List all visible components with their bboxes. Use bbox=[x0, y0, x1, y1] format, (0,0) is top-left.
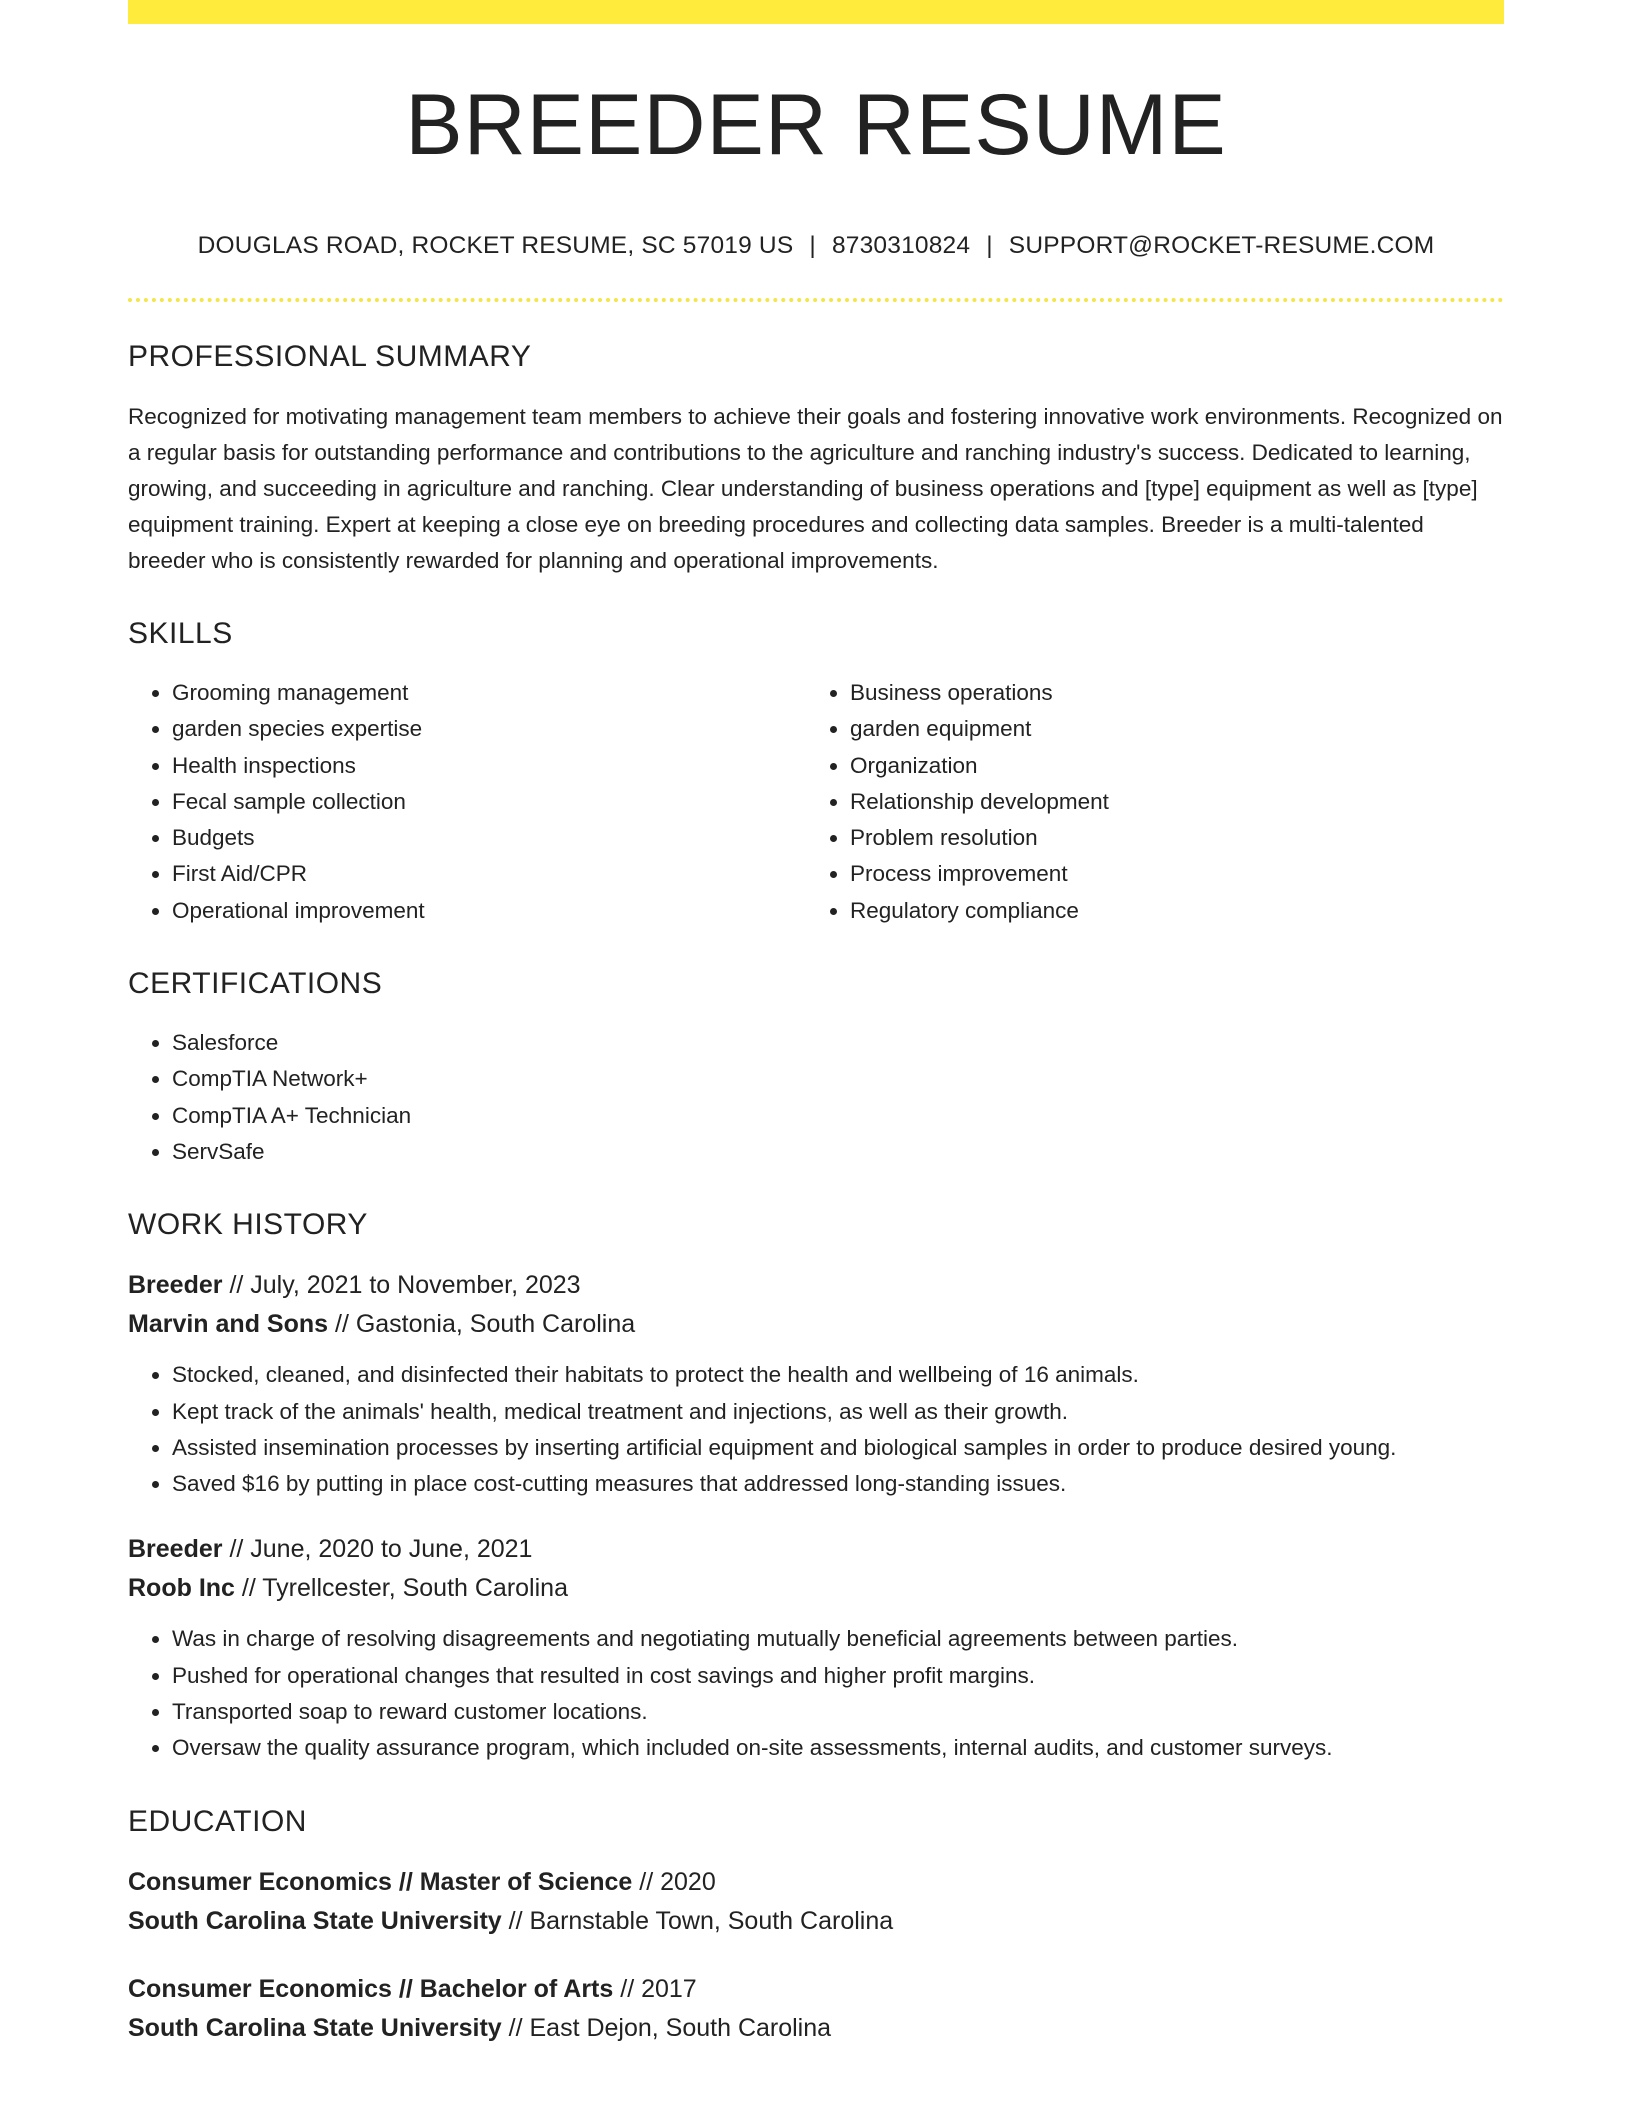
job-company-line bbox=[128, 1305, 1504, 1343]
skill-item: • Regulatory compliance bbox=[850, 893, 1484, 929]
job-location: // Gastonia, South Carolina bbox=[328, 1310, 636, 1339]
certification-item: • CompTIA Network+ bbox=[172, 1061, 1504, 1097]
education-heading: EDUCATION bbox=[128, 1804, 307, 1838]
work-history-section bbox=[128, 1210, 1504, 1766]
summary-heading: PROFESSIONAL SUMMARY bbox=[128, 340, 532, 373]
job-bullet: • Assisted insemination processes by inserting artificial equipment and biological samples in order to produce desired young. bbox=[172, 1430, 1504, 1466]
skill-item: • Operational improvement bbox=[172, 893, 806, 929]
skill-item: • First Aid/CPR bbox=[172, 856, 806, 892]
work-history-heading: WORK HISTORY bbox=[128, 1208, 368, 1242]
job-title-line bbox=[128, 1266, 1504, 1304]
degree-line bbox=[128, 1970, 1504, 2008]
school-line bbox=[128, 1902, 1504, 1940]
certifications-section bbox=[128, 969, 1504, 1170]
skill-item: • Business operations bbox=[850, 675, 1484, 711]
skills-columns bbox=[128, 675, 1504, 929]
skill-item: • garden equipment bbox=[850, 711, 1484, 747]
job-bullet: • Stocked, cleaned, and disinfected their habitats to protect the health and wellbeing of 16 animals. bbox=[172, 1357, 1504, 1393]
school-location: // East Dejon, South Carolina bbox=[501, 2013, 832, 2042]
certification-item: • CompTIA A+ Technician bbox=[172, 1098, 1504, 1134]
degree: Consumer Economics // Bachelor of Arts bbox=[128, 1974, 614, 2003]
skill-item: • Problem resolution bbox=[850, 820, 1484, 856]
contact-separator: | bbox=[809, 232, 816, 259]
skill-item: • Health inspections bbox=[172, 748, 806, 784]
certification-item: • ServSafe bbox=[172, 1134, 1504, 1170]
education-entry bbox=[128, 1863, 1504, 1940]
job-company-line bbox=[128, 1569, 1504, 1607]
top-accent-bar bbox=[128, 0, 1504, 24]
summary-text: Recognized for motivating management team members to achieve their goals and fostering innovative work environments. Recognized on a regular basis for outstanding performance and contributions to the agriculture and ranching industry's success. Dedicated to learning, growing, and succeeding in agriculture and ranching. Clear understanding of business operations and [type] equipment as well as [type] equipment training. Expert at keeping a close eye on breeding procedures and collecting data samples. Breeder is a multi-talented breeder who is consistently rewarded for planning and operational improvements. bbox=[128, 404, 1503, 573]
job-entry bbox=[128, 1266, 1504, 1502]
skill-item: • Relationship development bbox=[850, 784, 1484, 820]
job-title: Breeder bbox=[128, 1535, 223, 1564]
contact-email: SUPPORT@ROCKET-RESUME.COM bbox=[1008, 232, 1435, 259]
job-title: Breeder bbox=[128, 1271, 223, 1300]
degree-year: // 2020 bbox=[632, 1867, 716, 1896]
school-location: // Barnstable Town, South Carolina bbox=[501, 1906, 894, 1935]
resume-page bbox=[128, 0, 1504, 2047]
certifications-heading: CERTIFICATIONS bbox=[128, 967, 383, 1001]
job-bullet: • Was in charge of resolving disagreements and negotiating mutually beneficial agreements between parties. bbox=[172, 1621, 1504, 1657]
skill-item: • Fecal sample collection bbox=[172, 784, 806, 820]
contact-address: DOUGLAS ROAD, ROCKET RESUME, SC 57019 US bbox=[197, 232, 794, 259]
job-bullets bbox=[128, 1621, 1504, 1766]
summary-section bbox=[128, 342, 1504, 579]
skills-right-list bbox=[806, 675, 1484, 929]
job-dates: // July, 2021 to November, 2023 bbox=[222, 1271, 581, 1300]
job-bullet: • Kept track of the animals' health, medical treatment and injections, as well as their growth. bbox=[172, 1394, 1504, 1430]
school-line bbox=[128, 2009, 1504, 2047]
education-section bbox=[128, 1804, 1504, 2047]
skill-item: • Budgets bbox=[172, 820, 806, 856]
job-bullet: • Transported soap to reward customer locations. bbox=[172, 1694, 1504, 1730]
contact-phone: 8730310824 bbox=[831, 232, 971, 259]
skill-item: • Grooming management bbox=[172, 675, 806, 711]
job-company: Marvin and Sons bbox=[128, 1310, 329, 1339]
skills-section bbox=[128, 619, 1504, 929]
job-company: Roob Inc bbox=[128, 1574, 235, 1603]
certifications-list bbox=[128, 1025, 1504, 1170]
school: South Carolina State University bbox=[128, 2013, 502, 2042]
job-bullet: • Oversaw the quality assurance program, which included on-site assessments, internal audits, and customer surveys. bbox=[172, 1730, 1504, 1766]
skills-left-list bbox=[128, 675, 806, 929]
job-location: // Tyrellcester, South Carolina bbox=[234, 1574, 568, 1603]
education-entry bbox=[128, 1970, 1504, 2047]
certification-item: • Salesforce bbox=[172, 1025, 1504, 1061]
job-entry bbox=[128, 1530, 1504, 1766]
skills-heading: SKILLS bbox=[128, 617, 233, 650]
degree-line bbox=[128, 1863, 1504, 1901]
degree: Consumer Economics // Master of Science bbox=[128, 1867, 633, 1896]
job-title-line bbox=[128, 1530, 1504, 1568]
school: South Carolina State University bbox=[128, 1906, 502, 1935]
job-bullets bbox=[128, 1357, 1504, 1502]
skill-item: • Process improvement bbox=[850, 856, 1484, 892]
job-dates: // June, 2020 to June, 2021 bbox=[222, 1535, 533, 1564]
skill-item: • garden species expertise bbox=[172, 711, 806, 747]
contact-line bbox=[128, 232, 1504, 260]
page-title: BREEDER RESUME bbox=[405, 77, 1227, 173]
job-bullet: • Saved $16 by putting in place cost-cutting measures that addressed long-standing issues. bbox=[172, 1466, 1504, 1502]
job-bullet: • Pushed for operational changes that resulted in cost savings and higher profit margins. bbox=[172, 1658, 1504, 1694]
dotted-divider bbox=[128, 298, 1504, 302]
degree-year: // 2017 bbox=[613, 1974, 697, 2003]
skill-item: • Organization bbox=[850, 748, 1484, 784]
contact-separator: | bbox=[986, 232, 993, 259]
